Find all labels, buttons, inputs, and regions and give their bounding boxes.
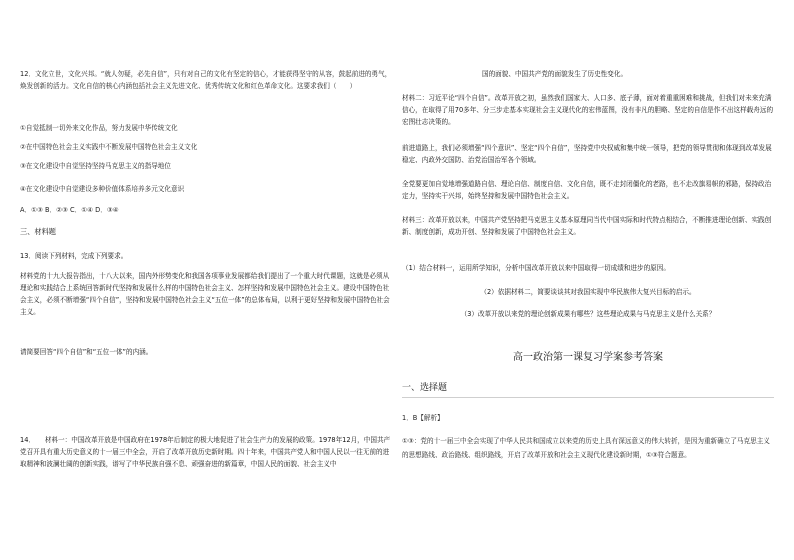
q13-material: 材料党的十九大报告指出，十八大以来，国内外形势变化和我国各项事业发展都给我们提出了一个重大时代课题，这就是必须从理论和实践结合上系统回答新时代坚持和发展什么样的中国特色社会主义、怎样坚持和发展中国特色社会主义。建设中国特色社会主义，必须不断增强“四个自信”，坚持和发展中国特色社会主义“五位一体”的总体布局，以利于更好坚持和发展中国特色社会主义。	[20, 272, 390, 316]
material-2: 材料二：习近平论“四个自信”。改革开放之初，虽然我们国家大、人口多、底子薄，面对着重重困难和挑战，但我们对未来充满信心，在取得了用70多年、分三步走基本实现社会主义现代化的宏伟蓝图，没有非凡的胆略、坚定的自信是作不出这样载舟远的宏图壮志决策的。	[402, 94, 774, 126]
q13-label: 13．阅读下列材料，完成下列要求。	[20, 252, 128, 260]
sub-question-3: （3）改革开放以来党的理论创新成果有哪些？这些理论成果与马克思主义是什么关系？	[460, 310, 716, 318]
q12-choices: A．①③ B．②③ C．①④ D．③④	[20, 206, 119, 214]
sub-question-1: （1）结合材料一，运用所学知识，分析中国改革开放以来中国取得一切成绩和进步的原因。	[402, 264, 670, 272]
section-divider	[402, 397, 774, 398]
q12-option-1: ①自觉抵制一切外来文化作品，努力发展中华传统文化	[20, 124, 178, 132]
answer-1-explanation: ①③：党的十一届三中全会实现了中华人民共和国成立以来党的历史上具有深远意义的伟大转折，是因为重新确立了马克思主义的思想路线、政治路线、组织路线，开启了改革开放和社会主义现代化建设新时期，①③符合题意。	[402, 437, 770, 459]
material-1-continuation: 国的面貌、中国共产党的面貌发生了历史性变化。	[482, 70, 628, 78]
q13-question: 请简要回答“四个自信”和“五位一体”的内涵。	[20, 348, 153, 356]
q12-stem: 12．文化立世，文化兴邦。“就人勿疑，必先自信”，只有对自己的文化有坚定的信心，才能获得坚守的从容，鼓起前进的勇气，焕发创新的活力。文化自信的核心内涵包括社会主义先进文化、优秀传统文化和红色革命文化。这要求我们（ ）	[20, 70, 392, 90]
q12-option-2: ②在中国特色社会主义实践中不断发展中国特色社会主义文化	[20, 143, 198, 151]
q12-option-4: ④在文化建设中自觉建设多种价值体系培养多元文化意识	[20, 185, 185, 193]
answer-1-label: 1．B【解析】	[402, 414, 444, 422]
material-3: 材料三：改革开放以来，中国共产党坚持把马克思主义基本原理同当代中国实际和时代特点相结合，不断推进理论创新、实践创新、制度创新，成功开创、坚持和发展了中国特色社会主义。	[402, 216, 772, 236]
answer-key-title: 高一政治第一课复习学案参考答案	[513, 352, 663, 363]
q14-material-1: 14． 材料一：中国改革开放是中国政府在1978年后制定的极大地促进了社会生产力的发展的政策。1978年12月，中国共产党召开具有重大历史意义的十一届三中全会，开启了改革开放历史新时期。四十年来，中国共产党人和中国人民以一往无前的进取精神和波澜壮阔的创新实践，谱写了中华民族自强不息、顽强奋进的新篇章，中国人民的面貌、社会主义中	[20, 436, 391, 468]
sub-question-2: （2）依据材料二，简要谈谈其对我国实现中华民族伟大复兴目标的启示。	[480, 288, 696, 296]
paragraph-new-journey: 前进道路上，我们必须增强“四个意识”、坚定“四个自信”，坚持党中央权威和集中统一领导，把党的领导贯彻和体现到改革发展稳定、内政外交国防、治党治国治军各个领域。	[402, 144, 772, 164]
section-material-questions: 三、材料题	[20, 227, 56, 236]
answer-section-heading: 一、选择题	[402, 383, 448, 393]
paragraph-four-confidences: 全党要更加自觉地增强道路自信、理论自信、制度自信、文化自信，既不走封闭僵化的老路，也不走改旗易帜的邪路，保持政治定力，坚持实干兴邦，始终坚持和发展中国特色社会主义。	[402, 180, 772, 200]
q12-option-3: ③在文化建设中自觉坚持坚持马克思主义的指导地位	[20, 162, 171, 170]
